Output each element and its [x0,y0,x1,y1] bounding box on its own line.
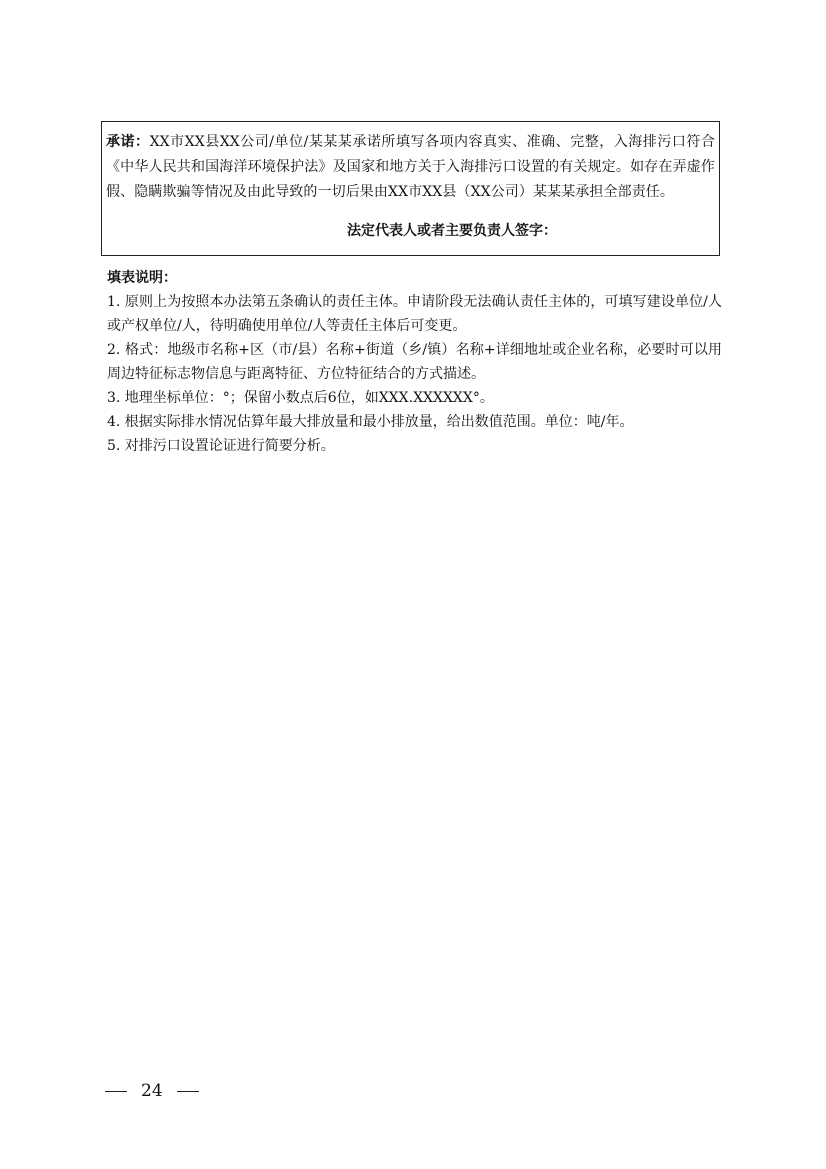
signature-label: 法定代表人或者主要负责人签字： [347,223,557,239]
commitment-paragraph [106,130,715,205]
page-number: 24 [141,1081,163,1101]
commitment-box [101,121,720,256]
instructions-section [107,266,722,458]
instruction-item-2: 2. 格式：地级市名称+区（市/县）名称+街道（乡/镇）名称+详细地址或企业名称，必要时可以用周边特征标志物信息与距离特征、方位特征结合的方式描述。 [107,342,722,382]
instruction-item-1: 1. 原则上为按照本办法第五条确认的责任主体。申请阶段无法确认责任主体的，可填写建设单位/人或产权单位/人，待明确使用单位/人等责任主体后可变更。 [107,294,722,334]
instructions-title: 填表说明： [107,270,177,286]
footer-dash-left [105,1091,127,1092]
commitment-text: XX市XX县XX公司/单位/某某某承诺所填写各项内容真实、准确、完整，入海排污口符合《中华人民共和国海洋环境保护法》及国家和地方关于入海排污口设置的有关规定。如存在弄虚作假、隐瞒欺骗等情况及由此导致的一切后果由XX市XX县（XX公司）某某某承担全部责任。 [106,134,715,200]
instruction-item-4: 4. 根据实际排水情况估算年最大排放量和最小排放量，给出数值范围。单位：吨/年。 [107,414,634,430]
instruction-item-5: 5. 对排污口设置论证进行简要分析。 [107,438,335,454]
footer-dash-right [177,1091,199,1092]
page-footer [105,1081,199,1101]
instruction-item-3: 3. 地理坐标单位：°；保留小数点后6位，如XXX.XXXXXX°。 [107,390,494,406]
commitment-label: 承诺： [106,134,150,150]
